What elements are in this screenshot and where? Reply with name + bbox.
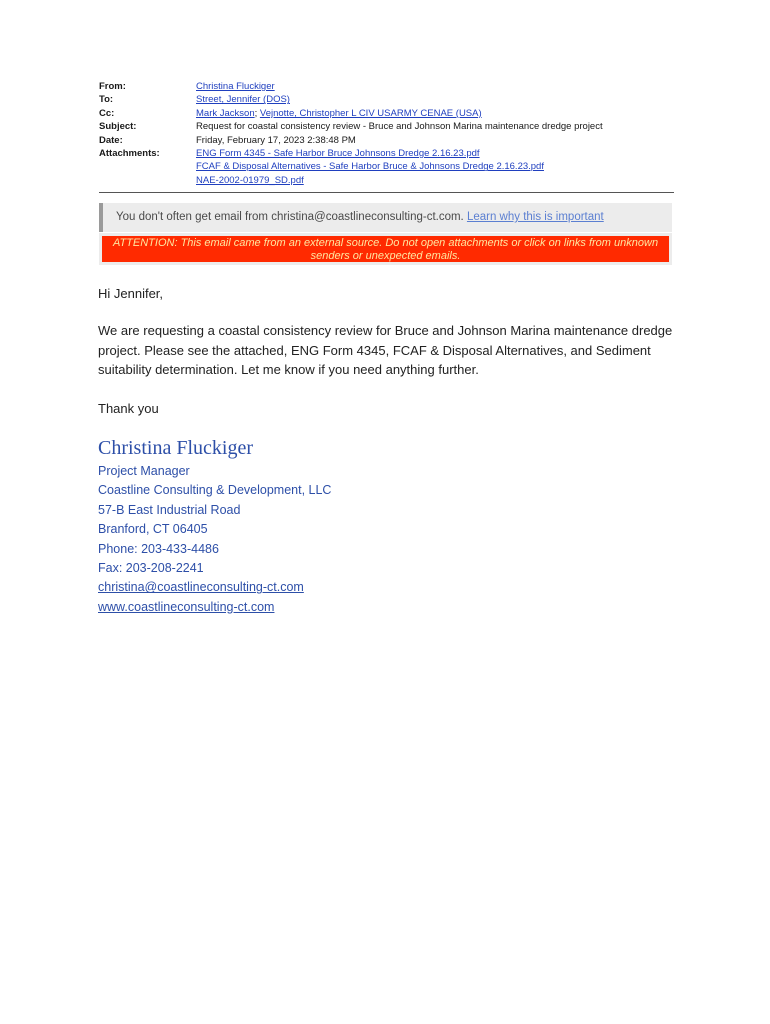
signature-address-1: 57-B East Industrial Road: [98, 502, 241, 517]
cc-values: [196, 107, 674, 120]
to-row: [99, 93, 674, 106]
warning-line-2: senders or unexpected emails.: [310, 249, 461, 262]
date-value: Friday, February 17, 2023 2:38:48 PM: [196, 134, 356, 146]
greeting: Hi Jennifer,: [98, 286, 164, 301]
signature-address-2: Branford, CT 06405: [98, 522, 208, 537]
subject-value: Request for coastal consistency review - Bruce and Johnson Marina maintenance dredge project: [196, 121, 603, 133]
from-label: From:: [99, 81, 126, 92]
warning-line-1: ATTENTION: This email came from an external source. Do not open attachments or click on links from unknown: [112, 237, 659, 249]
signature-title: Project Manager: [98, 464, 190, 478]
cc-link-1[interactable]: Mark Jackson: [196, 107, 255, 119]
signature-phone: Phone: 203-433-4486: [98, 541, 219, 556]
signature-block: [98, 462, 331, 617]
attachments-list: [196, 147, 674, 187]
message-paragraph: We are requesting a coastal consistency review for Bruce and Johnson Marina maintenance dredge project. Please see the attached, ENG Form 4345, FCAF & Disposal Alternatives, and Sediment suitability determination. Let me know if you need anything further.: [98, 323, 673, 378]
attachment-link[interactable]: ENG Form 4345 - Safe Harbor Bruce Johnsons Dredge 2.16.23.pdf: [196, 148, 480, 160]
external-warning-frame: [99, 233, 672, 265]
closing: Thank you: [98, 401, 159, 416]
external-warning-banner: [102, 236, 669, 262]
sender-notice-banner: [99, 203, 672, 232]
attachments-label: Attachments:: [99, 148, 160, 160]
header-divider: [99, 192, 674, 193]
cc-link-2[interactable]: Vejnotte, Christopher L CIV USARMY CENAE (USA): [259, 107, 482, 119]
attachment-link[interactable]: NAE-2002-01979_SD.pdf: [196, 174, 304, 186]
cc-label: Cc:: [99, 107, 115, 119]
from-row: [99, 80, 674, 93]
learn-why-link[interactable]: Learn why this is important: [466, 211, 604, 223]
notice-text: You don't often get email from christina@coastlineconsulting-ct.com.: [116, 211, 467, 223]
date-label: Date:: [99, 134, 123, 146]
subject-label: Subject:: [99, 121, 137, 133]
to-link[interactable]: Street, Jennifer (DOS): [196, 94, 290, 106]
subject-row: [99, 120, 674, 133]
from-link[interactable]: Christina Fluckiger: [196, 81, 275, 92]
to-label: To:: [99, 94, 114, 106]
date-row: [99, 134, 674, 147]
email-header: [99, 80, 674, 187]
signature-email-link[interactable]: christina@coastlineconsulting-ct.com: [98, 580, 304, 595]
cc-separator: ;: [254, 107, 260, 119]
attachments-row: [99, 147, 674, 187]
signature-fax: Fax: 203-208-2241: [98, 561, 204, 576]
signature-company: Coastline Consulting & Development, LLC: [98, 483, 332, 498]
signature-website-link[interactable]: www.coastlineconsulting-ct.com: [98, 599, 275, 614]
cc-row: [99, 107, 674, 120]
attachment-link[interactable]: FCAF & Disposal Alternatives - Safe Harbor Bruce & Johnsons Dredge 2.16.23.pdf: [196, 161, 544, 173]
signature-name: Christina Fluckiger: [98, 437, 253, 459]
